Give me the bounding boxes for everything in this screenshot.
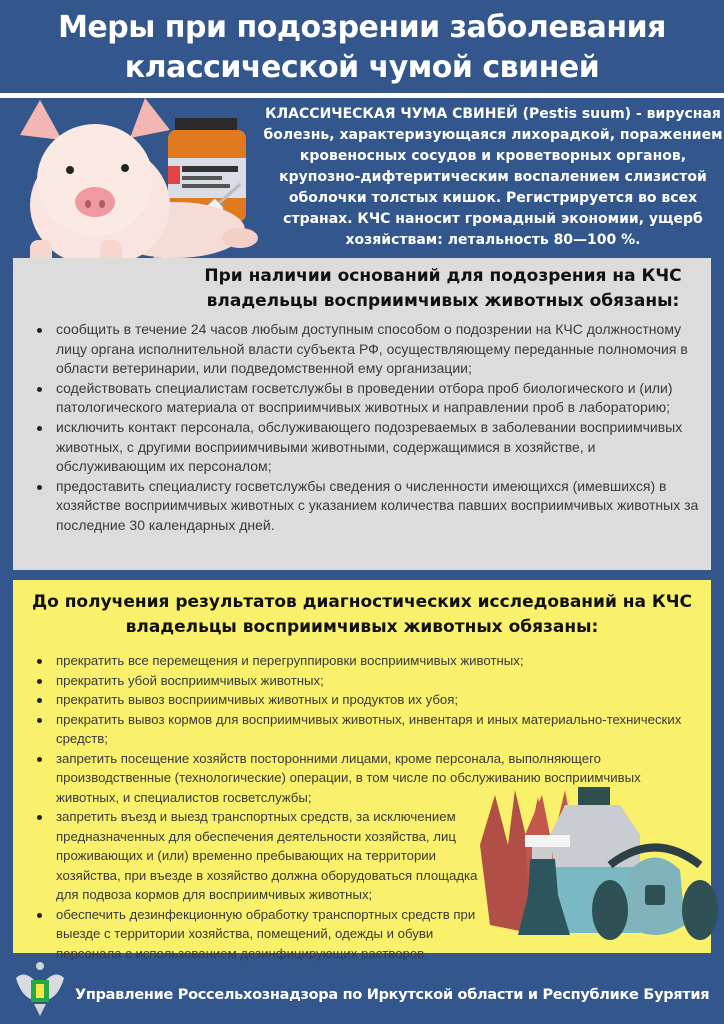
diagnostics-heading-line-2: владельцы восприимчивых животных обязаны: [125,617,599,637]
list-item: прекратить вывоз кормов для восприимчивых животных, инвентаря и иных материально-технических средств; [27,710,687,749]
list-item: прекратить вывоз восприимчивых животных и продуктов их убоя; [27,690,687,710]
suspicion-heading [173,264,713,314]
suspicion-heading-line-2: владельцы восприимчивых животных обязаны: [206,291,680,311]
eagle-emblem-icon [14,960,66,1018]
title-line-2: классической чумой свиней [124,50,600,85]
list-item: исключить контакт персонала, обслуживающего подозреваемых в заболевании восприимчивых животных, с другими восприимчивыми животными, содержащимися в хозяйстве, и обслуживающим их персоналом; [27,418,707,477]
suspicion-obligations-list [27,320,707,536]
organization-name: Управление Россельхознадзора по Иркутской области и Республике Бурятия [75,987,710,1003]
disease-description: КЛАССИЧЕСКАЯ ЧУМА СВИНЕЙ (Pestis suum) - вирусная болезнь, характеризующаяся лихорадкой, поражением кровеносных сосудов и кроветворных органов, крупозно-дифтеритическим воспалением слизистой оболочки толстых кишок. Регистрируется во всех странах. КЧС наносит громадный экономии, ущерб хозяйствам: летальность 80—100 %. [263,106,723,248]
suspicion-heading-line-1: При наличии оснований для подозрения на КЧС [204,266,682,286]
list-item: запретить посещение хозяйств посторонними лицами, кроме персонала, выполняющего производственные (технологические) операции, в том числе по обслуживанию восприимчивых животных, и специалистов госветслужбы; [27,749,687,808]
diagnostics-heading-line-1: До получения результатов диагностических исследований на КЧС [31,592,693,612]
suspicion-obligations-panel [13,258,711,570]
respirator-mask-icon [592,848,718,941]
list-item: запретить въезд и выезд транспортных средств, за исключением предназначенных для обеспечения деятельности хозяйства, лиц проживающих и (или) временно пребывающих на территории хозяйства, при въезде в хозяйство должна оборудоваться площадка для подвоза кормов для восприимчивых животных; [27,807,486,905]
list-item: прекратить убой восприимчивых животных; [27,671,687,691]
poster-title [0,8,724,88]
list-item: сообщить в течение 24 часов любым доступным способом о подозрении на КЧС должностному лицу органа исполнительной власти субъекта РФ, осуществляющему переданные полномочия в области ветеринарии, или подведомственной ему организации; [27,320,707,379]
title-line-1: Меры при подозрении заболевания [58,10,666,45]
list-item: предоставить специалисту госветслужбы сведения о численности имеющихся (имевшихся) в хозяйстве восприимчивых животных с указанием количества павших восприимчивых животных за последние 30 календарных дней. [27,477,707,536]
disinfection-supplies-illustration [470,775,720,950]
footer [0,955,724,1024]
diagnostics-heading [13,590,711,640]
pig-vaccine-illustration [0,80,270,275]
list-item: прекратить все перемещения и перегруппировки восприимчивых животных; [27,651,687,671]
list-item: содействовать специалистам госветслужбы в проведении отбора проб биологического и (или) патологического материала от восприимчивых животных и направлении проб в лабораторию; [27,379,707,418]
list-item: обеспечить дезинфекционную обработку транспортных средств при выезде с территории хозяйства, помещений, одежды и обуви персонала с использованием дезинфицирующих растворов. [27,905,486,964]
